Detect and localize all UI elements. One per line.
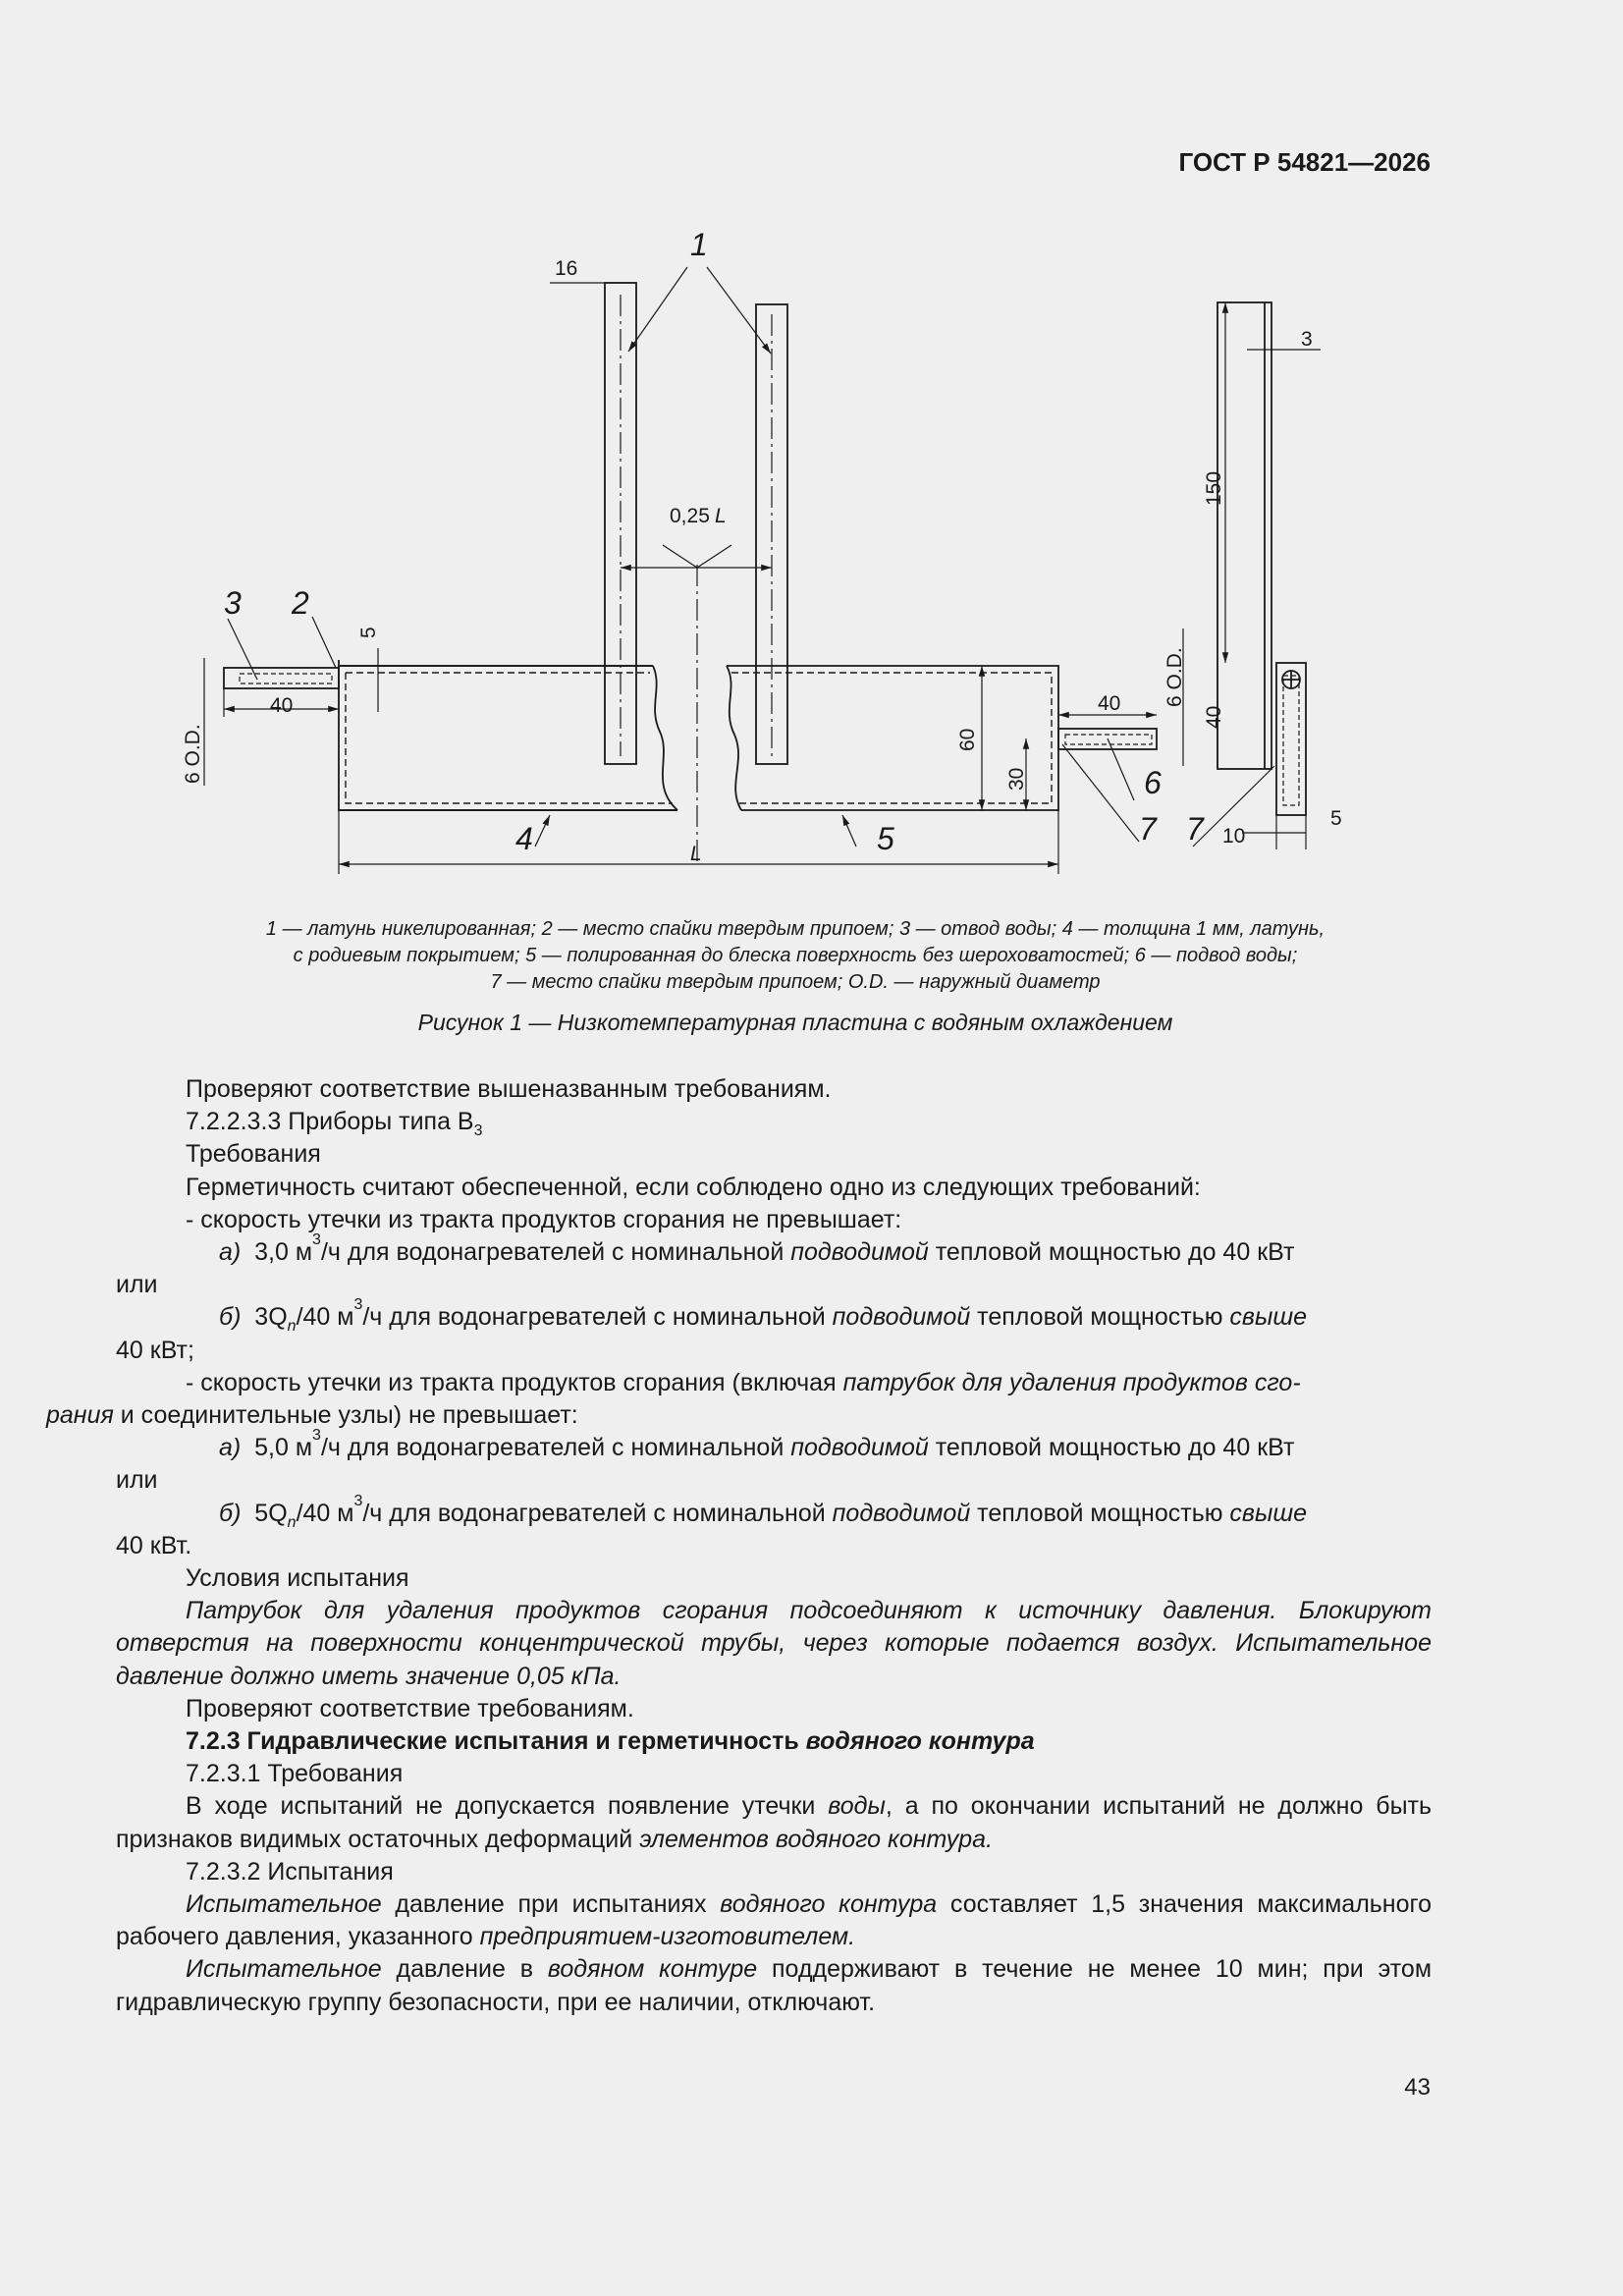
- paragraph: 40 кВт.: [116, 1531, 192, 1559]
- legend-line: 1 — латунь никелированная; 2 — место спайки твердым припоем; 3 — отвод воды; 4 — толщина 1 мм, латунь,: [265, 918, 1325, 940]
- list-item: а) 5,0 $м^3/ч$ для водонагревателей с номинальной подводимой тепловой мощностью до 40 кВт: [219, 1427, 1295, 1462]
- dim-150: 150: [1203, 470, 1225, 506]
- dim-5-right: 5: [1330, 807, 1342, 830]
- dim-40-right: 40: [1098, 692, 1121, 715]
- dim-16: 16: [555, 257, 578, 280]
- paragraph: Испытательное давление при испытаниях водяного контура составляет 1,5 значения максимального рабочего давления, указанного предприятием-изготовителем.: [116, 1890, 1432, 1951]
- dim-40-left: 40: [270, 694, 294, 717]
- paragraph: Испытательное давление в водяном контуре поддерживают в течение не менее 10 мин; при этом гидравлическую группу безопасности, при ее наличии, отключают.: [116, 1955, 1433, 2016]
- list-item: - скорость утечки из тракта продуктов сгорания не превышает:: [186, 1205, 902, 1233]
- label-2: 2: [292, 585, 309, 621]
- legend-line: 7 — место спайки твердым припоем; O.D. — наружный диаметр: [490, 971, 1101, 993]
- dim-60: 60: [956, 728, 979, 751]
- paragraph: В ходе испытаний не допускается появление утечки воды, а по окончании испытаний не должно быть признаков видимых остаточных деформаций элементов водяного контура.: [116, 1792, 1433, 1853]
- figure-caption: Рисунок 1 — Низкотемпературная пластина с водяным охлаждением: [417, 1010, 1173, 1035]
- paragraph: Герметичность считают обеспеченной, если соблюдено одно из следующих требований:: [186, 1173, 1201, 1201]
- list-item: б) $3Q_n/40$ $м^3/ч$ для водонагревателей с номинальной подводимой тепловой мощностью свыше: [219, 1296, 1308, 1336]
- dim-40-vert: 40: [1203, 705, 1225, 729]
- list-item: - скорость утечки из тракта продуктов сгорания (включая патрубок для удаления продуктов сго- рания и соединительные узлы) не превышает:: [46, 1368, 1301, 1430]
- figure-drawing: [177, 226, 1375, 894]
- section-heading: 7.2.2.3.3 Приборы типа $В_3$: [186, 1108, 483, 1140]
- figure-legend: [147, 916, 1443, 996]
- dim-025L: 0,25: [670, 505, 710, 527]
- dim-L-small: L: [715, 505, 727, 527]
- paragraph: Проверяют соответствие вышеназванным требованиям.: [186, 1075, 832, 1103]
- dim-3: 3: [1301, 328, 1313, 351]
- body-text: [46, 1073, 1433, 2019]
- paragraph: 40 кВт;: [116, 1336, 194, 1364]
- subsection-heading: 7.2.3.2 Испытания: [186, 1857, 394, 1886]
- subsection-heading: 7.2.3.1 Требования: [186, 1760, 404, 1788]
- page-number: 43: [1404, 2074, 1431, 2101]
- dim-L: L: [690, 843, 702, 865]
- paragraph: Условия испытания: [186, 1564, 409, 1593]
- label-6: 6: [1144, 765, 1162, 800]
- paragraph: или: [116, 1466, 158, 1495]
- label-3: 3: [224, 585, 242, 621]
- label-7a: 7: [1139, 811, 1157, 847]
- label-1: 1: [690, 227, 708, 262]
- standard-header: ГОСТ Р 54821—2026: [1178, 147, 1431, 177]
- dim-6od-left: 6 O.D.: [182, 724, 204, 784]
- dim-10: 10: [1222, 825, 1246, 847]
- paragraph: Требования: [186, 1140, 321, 1169]
- dim-30: 30: [1005, 767, 1028, 791]
- dim-5-left: 5: [357, 627, 380, 638]
- label-7b: 7: [1186, 811, 1204, 847]
- list-item: б) $5Q_n/40$ $м^3/ч$ для водонагревателей с номинальной подводимой тепловой мощностью свыше: [219, 1492, 1308, 1531]
- legend-line: с родиевым покрытием; 5 — полированная до блеска поверхность без шероховатостей; 6 — подвод воды;: [293, 945, 1298, 966]
- paragraph: Патрубок для удаления продуктов сгорания подсоединяют к источнику давления. Блокируют отверстия на поверхности концентрической трубы, через которые подается воздух. Испытательное давление должно иметь значение 0,05 кПа.: [116, 1597, 1432, 1690]
- dim-6od-right: 6 O.D.: [1163, 647, 1186, 707]
- section-heading: 7.2.3 Гидравлические испытания и герметичность водяного контура: [186, 1727, 1035, 1756]
- paragraph: или: [116, 1271, 158, 1299]
- label-5: 5: [877, 821, 894, 856]
- paragraph: Проверяют соответствие требованиям.: [186, 1694, 634, 1722]
- label-4: 4: [515, 821, 533, 856]
- list-item: а) 3,0 $м^3/ч$ для водонагревателей с номинальной подводимой тепловой мощностью до 40 кВт: [219, 1231, 1295, 1267]
